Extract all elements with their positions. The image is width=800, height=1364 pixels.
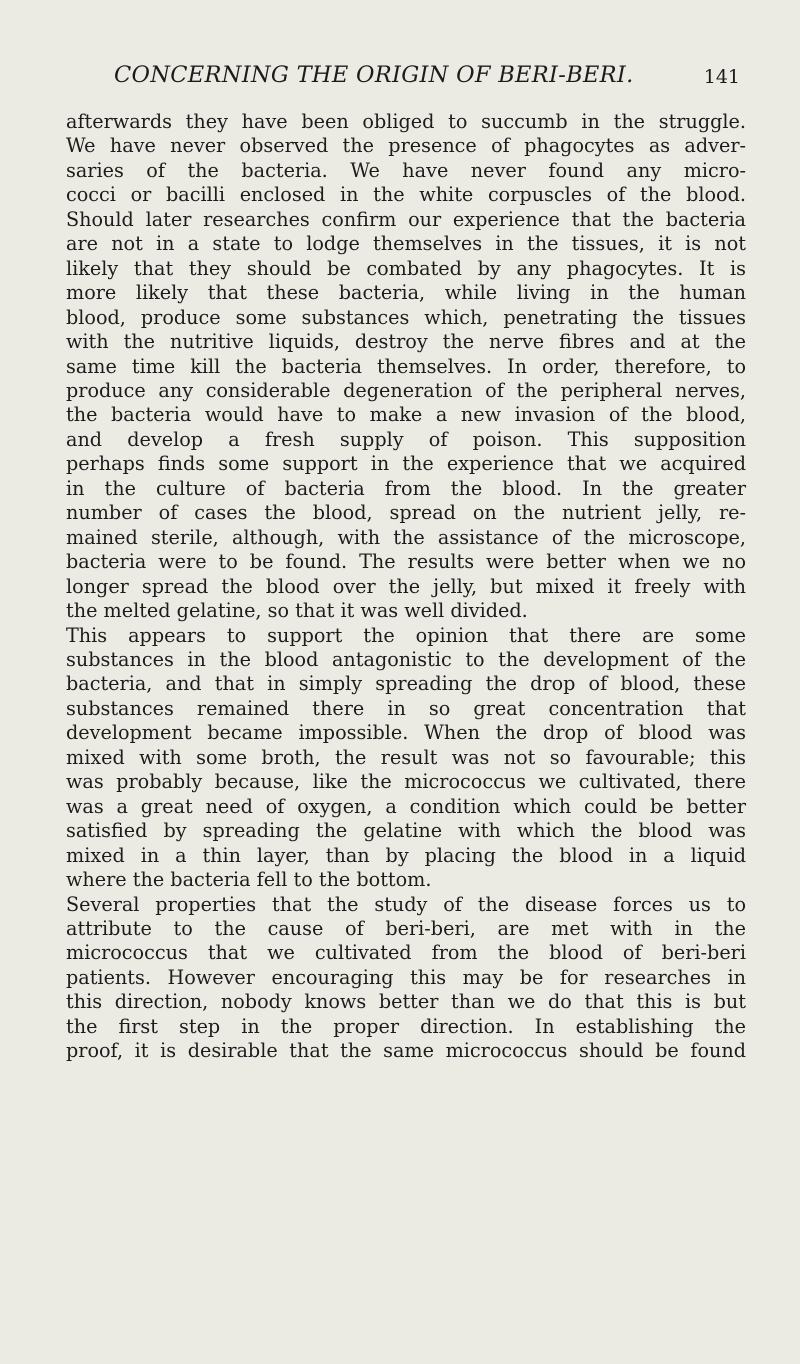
text-line: micrococcus that we cultivated from the blood of beri-beri bbox=[66, 941, 746, 965]
text-line: and develop a fresh supply of poison. This supposition bbox=[66, 427, 746, 451]
page-number: 141 bbox=[703, 66, 740, 88]
text-line: produce any considerable degeneration of the peripheral nerves, bbox=[66, 378, 746, 402]
text-line: mained sterile, although, with the assistance of the microscope, bbox=[66, 525, 746, 549]
text-line: are not in a state to lodge themselves in the tissues, it is not bbox=[66, 232, 746, 256]
text-line: mixed with some broth, the result was not so favourable; this bbox=[66, 745, 746, 769]
text-line: blood, produce some substances which, penetrating the tissues bbox=[66, 305, 746, 329]
text-line: same time kill the bacteria themselves. In order, therefore, to bbox=[66, 354, 746, 378]
text-line: the melted gelatine, so that it was well divided. bbox=[66, 599, 528, 623]
text-line: patients. However encouraging this may be for researches in bbox=[66, 965, 746, 989]
text-line: We have never observed the presence of phagocytes as adver- bbox=[66, 134, 746, 158]
text-line: the bacteria would have to make a new invasion of the blood, bbox=[66, 403, 746, 427]
text-line: number of cases the blood, spread on the nutrient jelly, re- bbox=[66, 501, 746, 525]
text-line: Several properties that the study of the disease forces us to bbox=[66, 892, 746, 916]
text-line: more likely that these bacteria, while living in the human bbox=[66, 281, 746, 305]
running-head bbox=[114, 62, 754, 98]
text-line: substances in the blood antagonistic to the development of the bbox=[66, 647, 746, 671]
text-line: afterwards they have been obliged to succumb in the struggle. bbox=[66, 110, 746, 133]
text-line: Should later researches confirm our experience that the bacteria bbox=[66, 207, 746, 231]
text-line: was a great need of oxygen, a condition which could be better bbox=[66, 794, 746, 818]
body-text bbox=[66, 110, 746, 1064]
text-line: mixed in a thin layer, than by placing the blood in a liquid bbox=[66, 843, 746, 867]
text-line: in the culture of bacteria from the blood. In the greater bbox=[66, 476, 746, 500]
text-line: proof, it is desirable that the same micrococcus should be found bbox=[66, 1039, 746, 1063]
text-line: satisfied by spreading the gelatine with which the blood was bbox=[66, 819, 746, 843]
text-line: the first step in the proper direction. In establishing the bbox=[66, 1014, 746, 1038]
running-title: CONCERNING THE ORIGIN OF BERI-BERI. bbox=[114, 62, 634, 88]
text-line: This appears to support the opinion that there are some bbox=[66, 623, 746, 647]
text-line: cocci or bacilli enclosed in the white corpuscles of the blood. bbox=[66, 183, 746, 207]
text-line: perhaps finds some support in the experience that we acquired bbox=[66, 452, 746, 476]
text-line: likely that they should be combated by any phagocytes. It is bbox=[66, 256, 746, 280]
text-line: substances remained there in so great concentration that bbox=[66, 696, 746, 720]
text-line: longer spread the blood over the jelly, but mixed it freely with bbox=[66, 574, 746, 598]
text-line: with the nutritive liquids, destroy the nerve fibres and at the bbox=[66, 330, 746, 354]
text-line: attribute to the cause of beri-beri, are met with in the bbox=[66, 916, 746, 940]
text-line: where the bacteria fell to the bottom. bbox=[66, 868, 432, 892]
text-line: was probably because, like the micrococcus we cultivated, there bbox=[66, 770, 746, 794]
text-line: bacteria were to be found. The results were better when we no bbox=[66, 550, 746, 574]
text-line: bacteria, and that in simply spreading the drop of blood, these bbox=[66, 672, 746, 696]
text-line: development became impossible. When the drop of blood was bbox=[66, 721, 746, 745]
text-line: saries of the bacteria. We have never found any micro- bbox=[66, 158, 746, 182]
text-line: this direction, nobody knows better than we do that this is but bbox=[66, 990, 746, 1014]
